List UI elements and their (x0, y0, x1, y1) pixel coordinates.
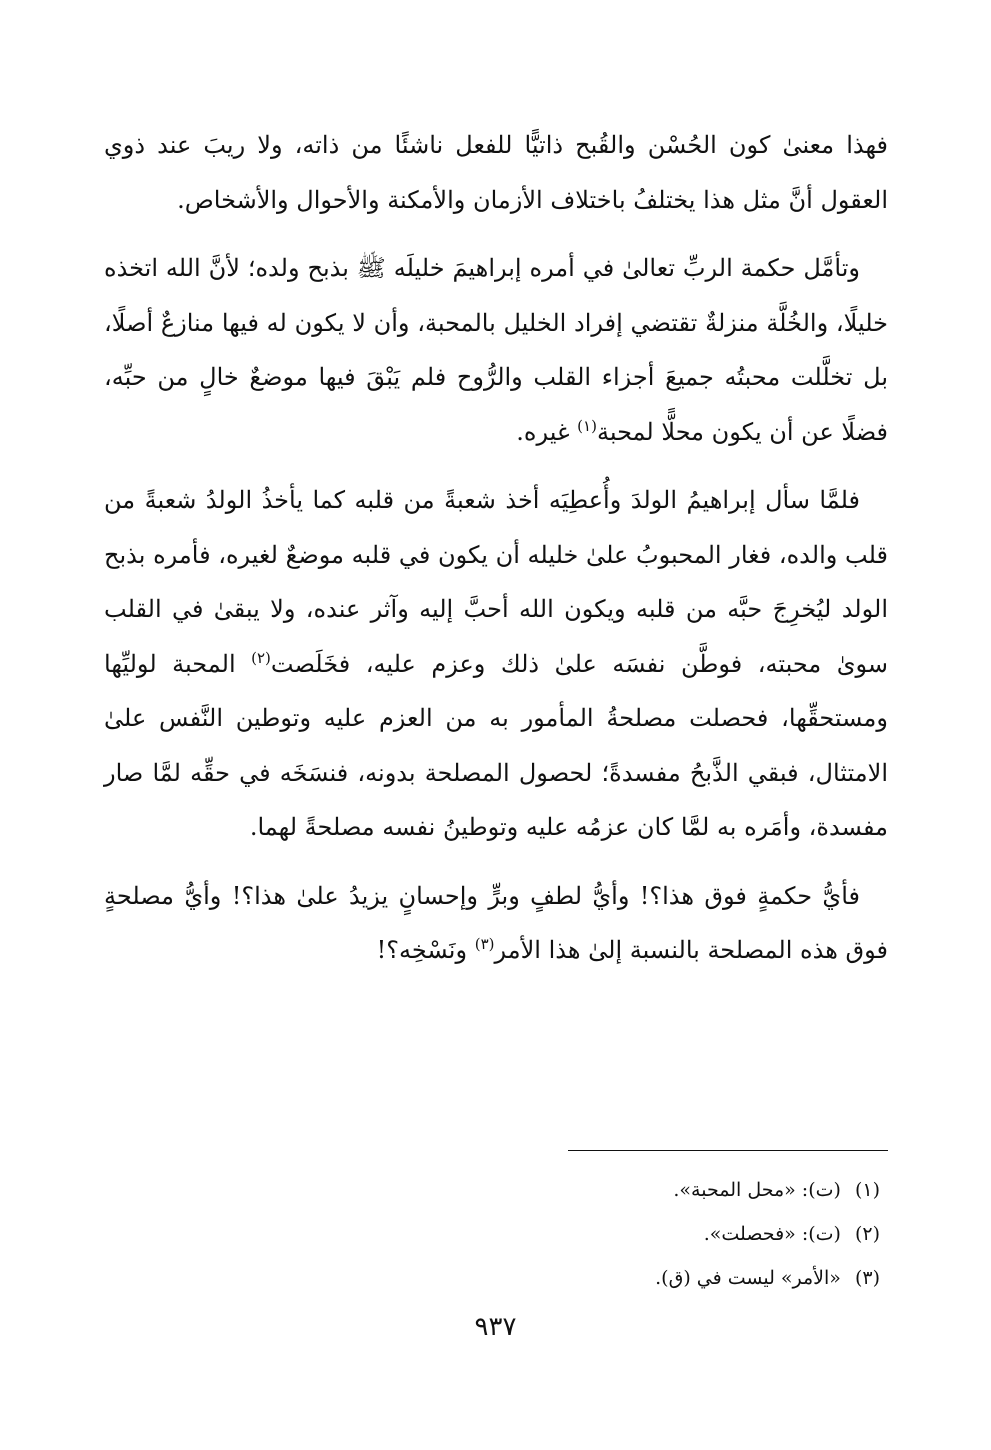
footnote-ref-2: (٢) (251, 648, 271, 667)
footnotes (300, 1168, 880, 1300)
footnote-divider (568, 1150, 888, 1151)
footnote-1 (300, 1168, 880, 1212)
footnote-number: (٣) (854, 1267, 880, 1289)
footnote-2 (300, 1212, 880, 1256)
footnote-text: «الأمر» ليست في (ق). (655, 1267, 841, 1289)
paragraph-text: فأيُّ حكمةٍ فوق هذا؟! وأيُّ لطفٍ وبرٍّ وإحسانٍ يزيدُ علىٰ هذا؟! وأيُّ مصلحةٍ فوق هذه المصلحة بالنسبة إلىٰ هذا الأمر (104, 881, 888, 964)
paragraph-text: فهذا معنىٰ كون الحُسْن والقُبح ذاتيًّا للفعل ناشئًا من ذاته، ولا ريبَ عند ذوي العقول أنَّ مثل هذا يختلفُ باختلاف الأزمان والأمكنة والأحوال والأشخاص. (104, 131, 888, 214)
paragraph-text: فلمَّا سأل إبراهيمُ الولدَ وأُعطِيَه أخذ شعبةً من قلبه كما يأخذُ الولدُ شعبةً من قلب والده، فغار المحبوبُ علىٰ خليله أن يكون في قلبه موضعٌ لغيره، فأمره بذبح الولد ليُخرِجَ حبَّه من قلبه ويكون الله أحبَّ إليه وآثر عنده، ولا يبقىٰ في القلب سوىٰ محبته، فوطَّن نفسَه علىٰ ذلك وعزم عليه، فخَلَصت (104, 486, 888, 678)
paragraph-1 (104, 118, 888, 227)
paragraph-4 (104, 869, 888, 978)
footnote-text: (ت): «فحصلت». (703, 1223, 841, 1245)
footnote-3 (300, 1256, 880, 1300)
footnote-ref-1: (١) (577, 416, 597, 435)
page-number: ٩٣٧ (474, 1312, 517, 1342)
footnote-number: (١) (854, 1179, 880, 1201)
paragraph-text-tail: ونَسْخِه؟! (376, 936, 475, 964)
paragraph-text-tail: المحبة لوليِّها ومستحقِّها، فحصلت مصلحةُ المأمور به من العزم عليه وتوطين النَّفس علىٰ الامتثال، فبقي الذَّبحُ مفسدةً؛ لحصول المصلحة بدونه، فنسَخَه في حقِّه لمَّا صار مفسدة، وأمَره به لمَّا كان عزمُه عليه وتوطينُ نفسه مصلحةً لهما. (104, 649, 888, 841)
paragraph-2 (104, 241, 888, 459)
paragraph-text: وتأمَّل حكمة الربِّ تعالىٰ في أمره إبراهيمَ خليلَه ﷺ بذبح ولده؛ لأنَّ الله اتخذه خليلًا، والخُلَّة منزلةٌ تقتضي إفراد الخليل بالمحبة، وأن لا يكون له فيها منازعٌ أصلًا، بل تخلَّلت محبتُه جميعَ أجزاء القلب والرُّوح فلم يَبْقَ فيها موضعٌ خالٍ من حبِّه، فضلًا عن أن يكون محلًّا لمحبة (104, 254, 888, 446)
footnote-text: (ت): «محل المحبة». (673, 1179, 841, 1201)
main-text (104, 118, 888, 978)
paragraph-3 (104, 473, 888, 855)
footnote-ref-3: (٣) (474, 935, 495, 953)
footnote-number: (٢) (854, 1223, 880, 1245)
paragraph-text-tail: غيره. (516, 417, 578, 446)
